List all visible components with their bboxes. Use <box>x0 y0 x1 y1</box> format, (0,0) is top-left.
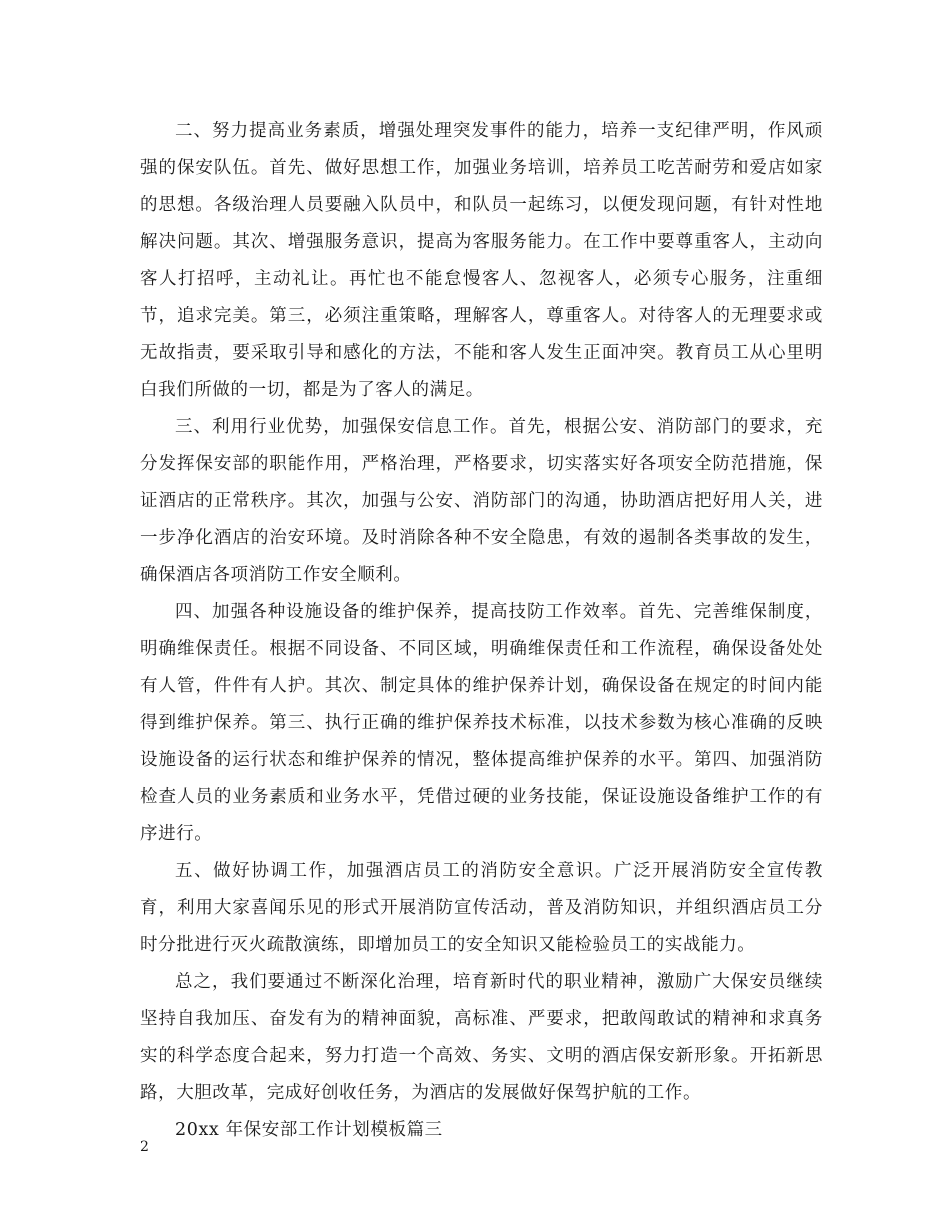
paragraph-5-coordination: 五、做好协调工作，加强酒店员工的消防安全意识。广泛开展消防安全宣传教育，利用大家喜闻乐见的形式开展消防宣传活动，普及消防知识，并组织酒店员工分时分批进行灭火疏散演练，即增加员工的安全知识又能检验员工的实战能力。 <box>140 861 823 955</box>
page-number: 2 <box>140 1139 149 1155</box>
section-title: 20xx 年保安部工作计划模板篇三 <box>175 1120 443 1140</box>
paragraph-3-security-information: 三、利用行业优势，加强保安信息工作。首先，根据公安、消防部门的要求，充分发挥保安部的职能作用，严格治理，严格要求，切实落实好各项安全防范措施，保证酒店的正常秩序。其次，加强与公安、消防部门的沟通，协助酒店把好用人关，进一步净化酒店的治安环境。及时消除各种不安全隐患，有效的遏制各类事故的发生，确保酒店各项消防工作安全顺利。 <box>140 417 823 585</box>
document-body <box>140 113 823 1149</box>
paragraph-conclusion: 总之，我们要通过不断深化治理，培育新时代的职业精神，激励广大保安员继续坚持自我加压、奋发有为的精神面貌，高标准、严要求，把敢闯敢试的精神和求真务实的科学态度合起来，努力打造一个高效、务实、文明的酒店保安新形象。开拓新思路，大胆改革，完成好创收任务，为酒店的发展做好保驾护航的工作。 <box>140 972 823 1103</box>
paragraph-2-business-quality: 二、努力提高业务素质，增强处理突发事件的能力，培养一支纪律严明，作风顽强的保安队伍。首先、做好思想工作，加强业务培训，培养员工吃苦耐劳和爱店如家的思想。各级治理人员要融入队员中，和队员一起练习，以便发现问题，有针对性地解决问题。其次、增强服务意识，提高为客服务能力。在工作中要尊重客人，主动向客人打招呼，主动礼让。再忙也不能怠慢客人、忽视客人，必须专心服务，注重细节，追求完美。第三，必须注重策略，理解客人，尊重客人。对待客人的无理要求或无故指责，要采取引导和感化的方法，不能和客人发生正面冲突。教育员工从心里明白我们所做的一切，都是为了客人的满足。 <box>140 121 823 400</box>
paragraph-4-equipment-maintenance: 四、加强各种设施设备的维护保养，提高技防工作效率。首先、完善维保制度，明确维保责任。根据不同设备、不同区域，明确维保责任和工作流程，确保设备处处有人管，件件有人护。其次、制定具体的维护保养计划，确保设备在规定的时间内能得到维护保养。第三、执行正确的维护保养技术标准，以技术参数为核心准确的反映设施设备的运行状态和维护保养的情况，整体提高维护保养的水平。第四、加强消防检查人员的业务素质和业务水平，凭借过硬的业务技能，保证设施设备维护工作的有序进行。 <box>140 602 823 844</box>
